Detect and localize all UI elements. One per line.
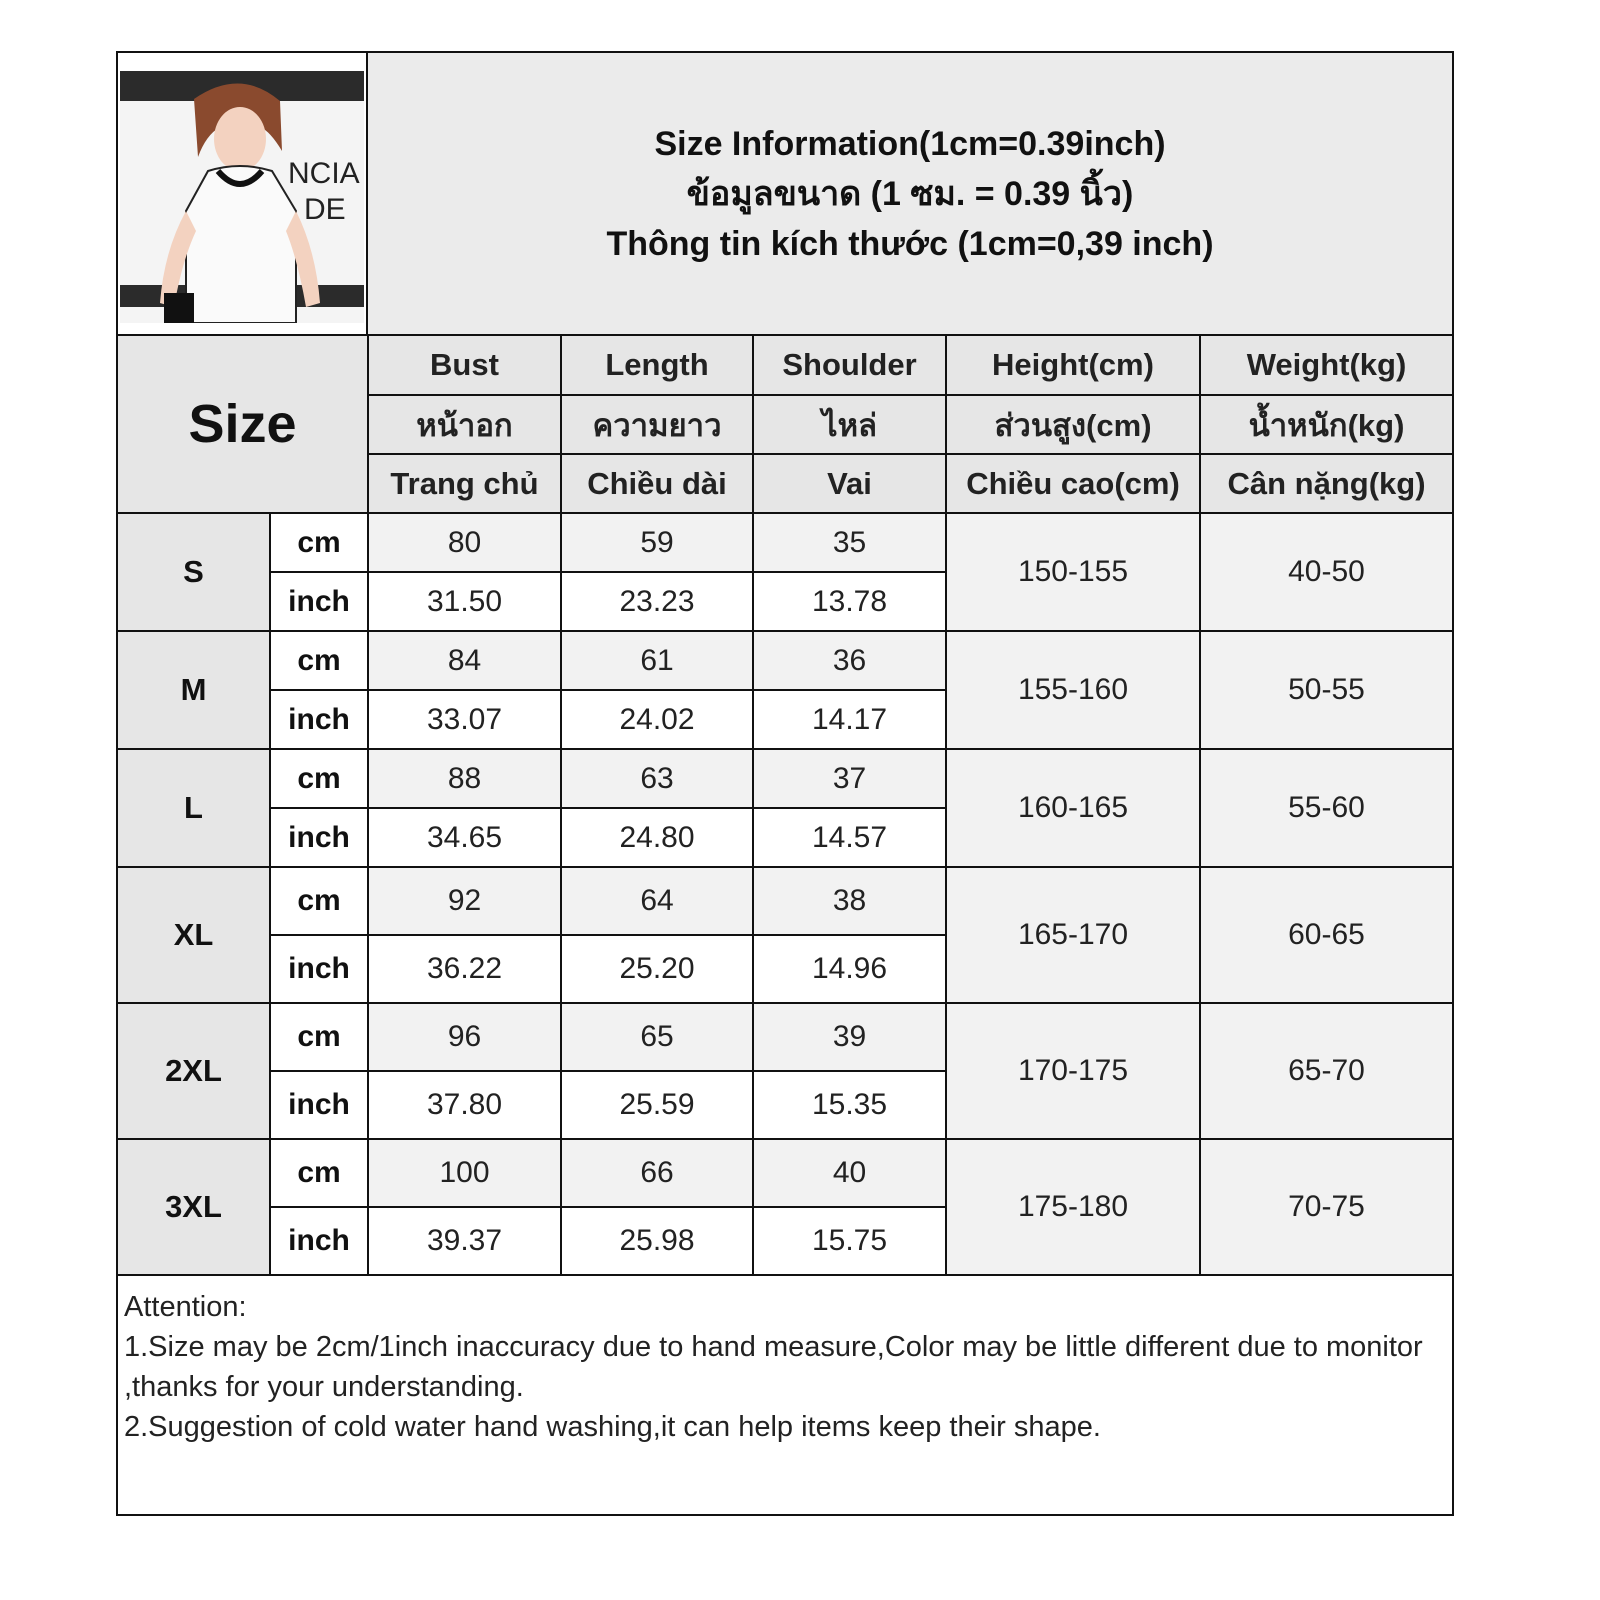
- cell-m-weight: 50-55: [1200, 631, 1452, 749]
- unit-inch: inch: [270, 1207, 368, 1275]
- cell-3xl-bust-inch: 39.37: [368, 1207, 561, 1275]
- unit-cm: cm: [270, 631, 368, 690]
- header-shoulder-vi: Vai: [753, 454, 946, 513]
- header-length-vi: Chiều dài: [561, 454, 753, 513]
- cell-l-shoulder-inch: 14.57: [753, 808, 946, 867]
- unit-inch: inch: [270, 690, 368, 749]
- cell-s-length-inch: 23.23: [561, 572, 753, 631]
- cell-l-length-inch: 24.80: [561, 808, 753, 867]
- header-weight-th: น้ำหนัก(kg): [1200, 395, 1452, 454]
- cell-xl-bust-cm: 92: [368, 867, 561, 935]
- header-height-en: Height(cm): [946, 336, 1200, 395]
- unit-inch: inch: [270, 1071, 368, 1139]
- title-english: Size Information(1cm=0.39inch): [654, 124, 1166, 163]
- header-length-th: ความยาว: [561, 395, 753, 454]
- cell-l-bust-cm: 88: [368, 749, 561, 808]
- cell-3xl-shoulder-cm: 40: [753, 1139, 946, 1207]
- cell-2xl-shoulder-cm: 39: [753, 1003, 946, 1071]
- cell-2xl-height: 170-175: [946, 1003, 1200, 1139]
- cell-m-shoulder-inch: 14.17: [753, 690, 946, 749]
- unit-cm: cm: [270, 749, 368, 808]
- cell-2xl-shoulder-inch: 15.35: [753, 1071, 946, 1139]
- cell-xl-bust-inch: 36.22: [368, 935, 561, 1003]
- cell-l-height: 160-165: [946, 749, 1200, 867]
- cell-2xl-length-cm: 65: [561, 1003, 753, 1071]
- cell-l-length-cm: 63: [561, 749, 753, 808]
- cell-2xl-length-inch: 25.59: [561, 1071, 753, 1139]
- cell-s-weight: 40-50: [1200, 513, 1452, 631]
- cell-3xl-bust-cm: 100: [368, 1139, 561, 1207]
- cell-m-length-inch: 24.02: [561, 690, 753, 749]
- unit-cm: cm: [270, 513, 368, 572]
- size-label-m: M: [118, 631, 270, 749]
- cell-3xl-weight: 70-75: [1200, 1139, 1452, 1275]
- size-table: [118, 336, 1452, 1276]
- cell-l-shoulder-cm: 37: [753, 749, 946, 808]
- attention-notes: [118, 1285, 1452, 1514]
- cell-xl-length-cm: 64: [561, 867, 753, 935]
- cell-m-height: 155-160: [946, 631, 1200, 749]
- size-label-xl: XL: [118, 867, 270, 1003]
- size-label-s: S: [118, 513, 270, 631]
- unit-inch: inch: [270, 935, 368, 1003]
- cell-s-shoulder-cm: 35: [753, 513, 946, 572]
- size-chart: [116, 51, 1454, 1516]
- cell-xl-shoulder-cm: 38: [753, 867, 946, 935]
- size-label-l: L: [118, 749, 270, 867]
- unit-cm: cm: [270, 1139, 368, 1207]
- model-photo: [120, 71, 364, 323]
- size-header: Size: [118, 336, 368, 513]
- cell-s-bust-inch: 31.50: [368, 572, 561, 631]
- cell-2xl-bust-cm: 96: [368, 1003, 561, 1071]
- header-bust-en: Bust: [368, 336, 561, 395]
- cell-xl-weight: 60-65: [1200, 867, 1452, 1003]
- cell-s-bust-cm: 80: [368, 513, 561, 572]
- cell-xl-height: 165-170: [946, 867, 1200, 1003]
- notes-line-1: 1.Size may be 2cm/1inch inaccuracy due to hand measure,Color may be little different due to monitor ,thanks for your understanding.: [124, 1331, 1423, 1403]
- unit-inch: inch: [270, 808, 368, 867]
- header-height-th: ส่วนสูง(cm): [946, 395, 1200, 454]
- notes-heading: Attention:: [124, 1291, 247, 1323]
- unit-cm: cm: [270, 867, 368, 935]
- title-vietnamese: Thông tin kích thước (1cm=0,39 inch): [606, 224, 1214, 263]
- size-label-3xl: 3XL: [118, 1139, 270, 1275]
- cell-3xl-height: 175-180: [946, 1139, 1200, 1275]
- sign-text-1: NCIA: [288, 157, 360, 190]
- cell-2xl-weight: 65-70: [1200, 1003, 1452, 1139]
- size-label-2xl: 2XL: [118, 1003, 270, 1139]
- cell-l-weight: 55-60: [1200, 749, 1452, 867]
- sign-text-2: DE: [304, 193, 346, 226]
- cell-3xl-length-inch: 25.98: [561, 1207, 753, 1275]
- notes-line-2: 2.Suggestion of cold water hand washing,it can help items keep their shape.: [124, 1411, 1101, 1443]
- cell-m-length-cm: 61: [561, 631, 753, 690]
- cell-xl-shoulder-inch: 14.96: [753, 935, 946, 1003]
- cell-s-height: 150-155: [946, 513, 1200, 631]
- cell-m-bust-inch: 33.07: [368, 690, 561, 749]
- header-weight-en: Weight(kg): [1200, 336, 1452, 395]
- cell-3xl-shoulder-inch: 15.75: [753, 1207, 946, 1275]
- header-bust-vi: Trang chủ: [368, 454, 561, 513]
- title-block: [368, 53, 1452, 336]
- header-shoulder-en: Shoulder: [753, 336, 946, 395]
- cell-xl-length-inch: 25.20: [561, 935, 753, 1003]
- cell-s-shoulder-inch: 13.78: [753, 572, 946, 631]
- unit-inch: inch: [270, 572, 368, 631]
- cell-m-bust-cm: 84: [368, 631, 561, 690]
- unit-cm: cm: [270, 1003, 368, 1071]
- header-weight-vi: Cân nặng(kg): [1200, 454, 1452, 513]
- cell-m-shoulder-cm: 36: [753, 631, 946, 690]
- header-height-vi: Chiều cao(cm): [946, 454, 1200, 513]
- header-length-en: Length: [561, 336, 753, 395]
- cell-s-length-cm: 59: [561, 513, 753, 572]
- cell-3xl-length-cm: 66: [561, 1139, 753, 1207]
- cell-l-bust-inch: 34.65: [368, 808, 561, 867]
- header-shoulder-th: ไหล่: [753, 395, 946, 454]
- product-photo-cell: [118, 53, 368, 336]
- cell-2xl-bust-inch: 37.80: [368, 1071, 561, 1139]
- header-bust-th: หน้าอก: [368, 395, 561, 454]
- title-thai: ข้อมูลขนาด (1 ซม. = 0.39 นิ้ว): [686, 174, 1134, 213]
